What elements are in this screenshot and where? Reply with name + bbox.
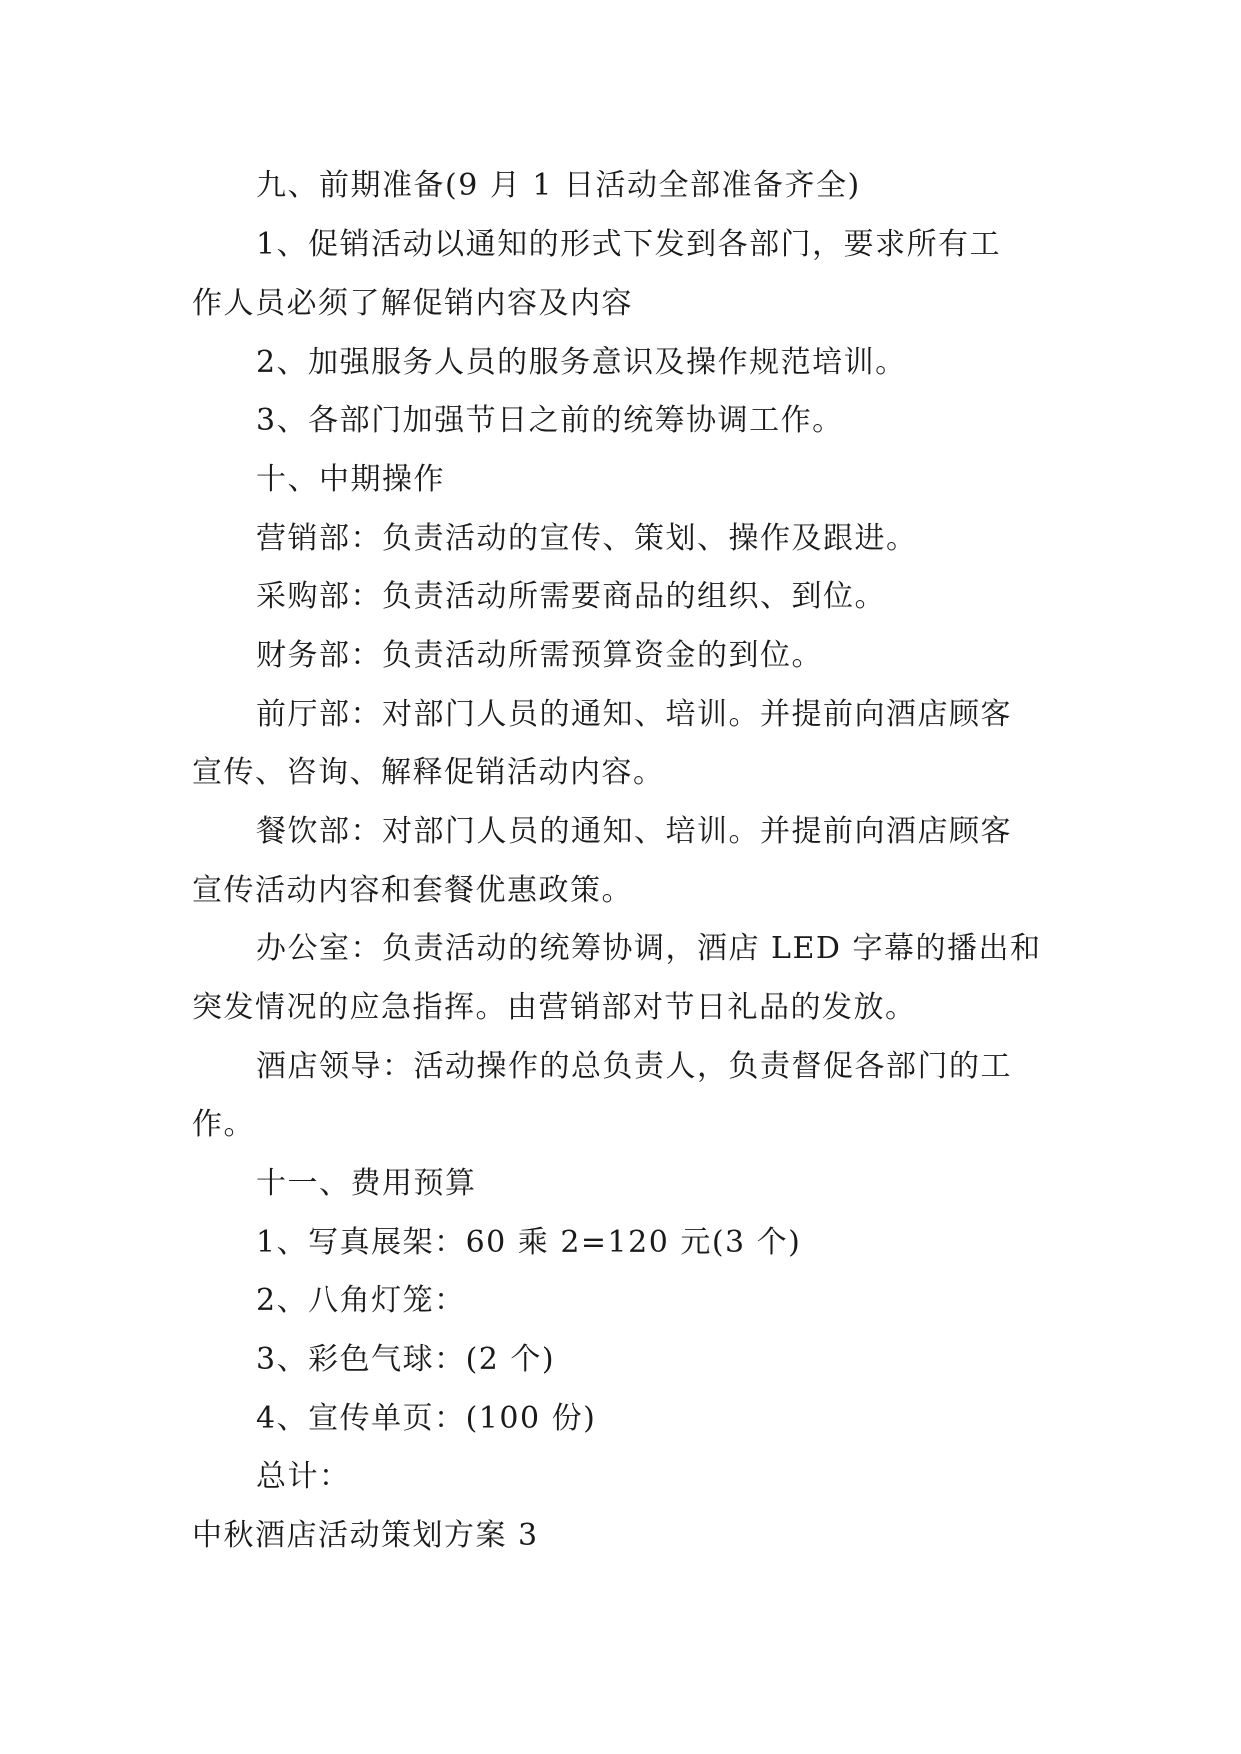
paragraph-line: 2、加强服务人员的服务意识及操作规范培训。 xyxy=(256,345,907,380)
paragraph-line: 酒店领导：活动操作的总负责人，负责督促各部门的工 xyxy=(256,1049,1012,1084)
section-heading-operation: 十、中期操作 xyxy=(256,462,445,497)
budget-total: 总计： xyxy=(256,1459,351,1494)
paragraph-line: 办公室：负责活动的统筹协调，酒店 LED 字幕的播出和 xyxy=(256,931,1042,966)
paragraph-line: 营销部：负责活动的宣传、策划、操作及跟进。 xyxy=(256,521,918,556)
budget-item: 2、八角灯笼： xyxy=(256,1283,466,1318)
paragraph-line: 采购部：负责活动所需要商品的组织、到位。 xyxy=(256,579,886,614)
budget-item: 3、彩色气球：(2 个) xyxy=(256,1342,556,1377)
paragraph-line: 宣传活动内容和套餐优惠政策。 xyxy=(192,873,633,908)
paragraph-line: 作。 xyxy=(192,1107,255,1142)
paragraph-line: 财务部：负责活动所需预算资金的到位。 xyxy=(256,638,823,673)
paragraph-line: 前厅部：对部门人员的通知、培训。并提前向酒店顾客 xyxy=(256,697,1012,732)
section-heading-preparation: 九、前期准备(9 月 1 日活动全部准备齐全) xyxy=(256,168,861,203)
budget-item: 1、写真展架：60 乘 2=120 元(3 个) xyxy=(256,1225,802,1260)
paragraph-line: 3、各部门加强节日之前的统筹协调工作。 xyxy=(256,403,844,438)
paragraph-line: 突发情况的应急指挥。由营销部对节日礼品的发放。 xyxy=(192,990,917,1025)
paragraph-line: 1、促销活动以通知的形式下发到各部门，要求所有工 xyxy=(256,227,1002,262)
paragraph-line: 餐饮部：对部门人员的通知、培训。并提前向酒店顾客 xyxy=(256,814,1012,849)
paragraph-line: 宣传、咨询、解释促销活动内容。 xyxy=(192,755,665,790)
section-heading-budget: 十一、费用预算 xyxy=(256,1166,477,1201)
document-title: 中秋酒店活动策划方案 3 xyxy=(192,1518,539,1553)
paragraph-line: 作人员必须了解促销内容及内容 xyxy=(192,286,633,321)
budget-item: 4、宣传单页：(100 份) xyxy=(256,1401,597,1436)
